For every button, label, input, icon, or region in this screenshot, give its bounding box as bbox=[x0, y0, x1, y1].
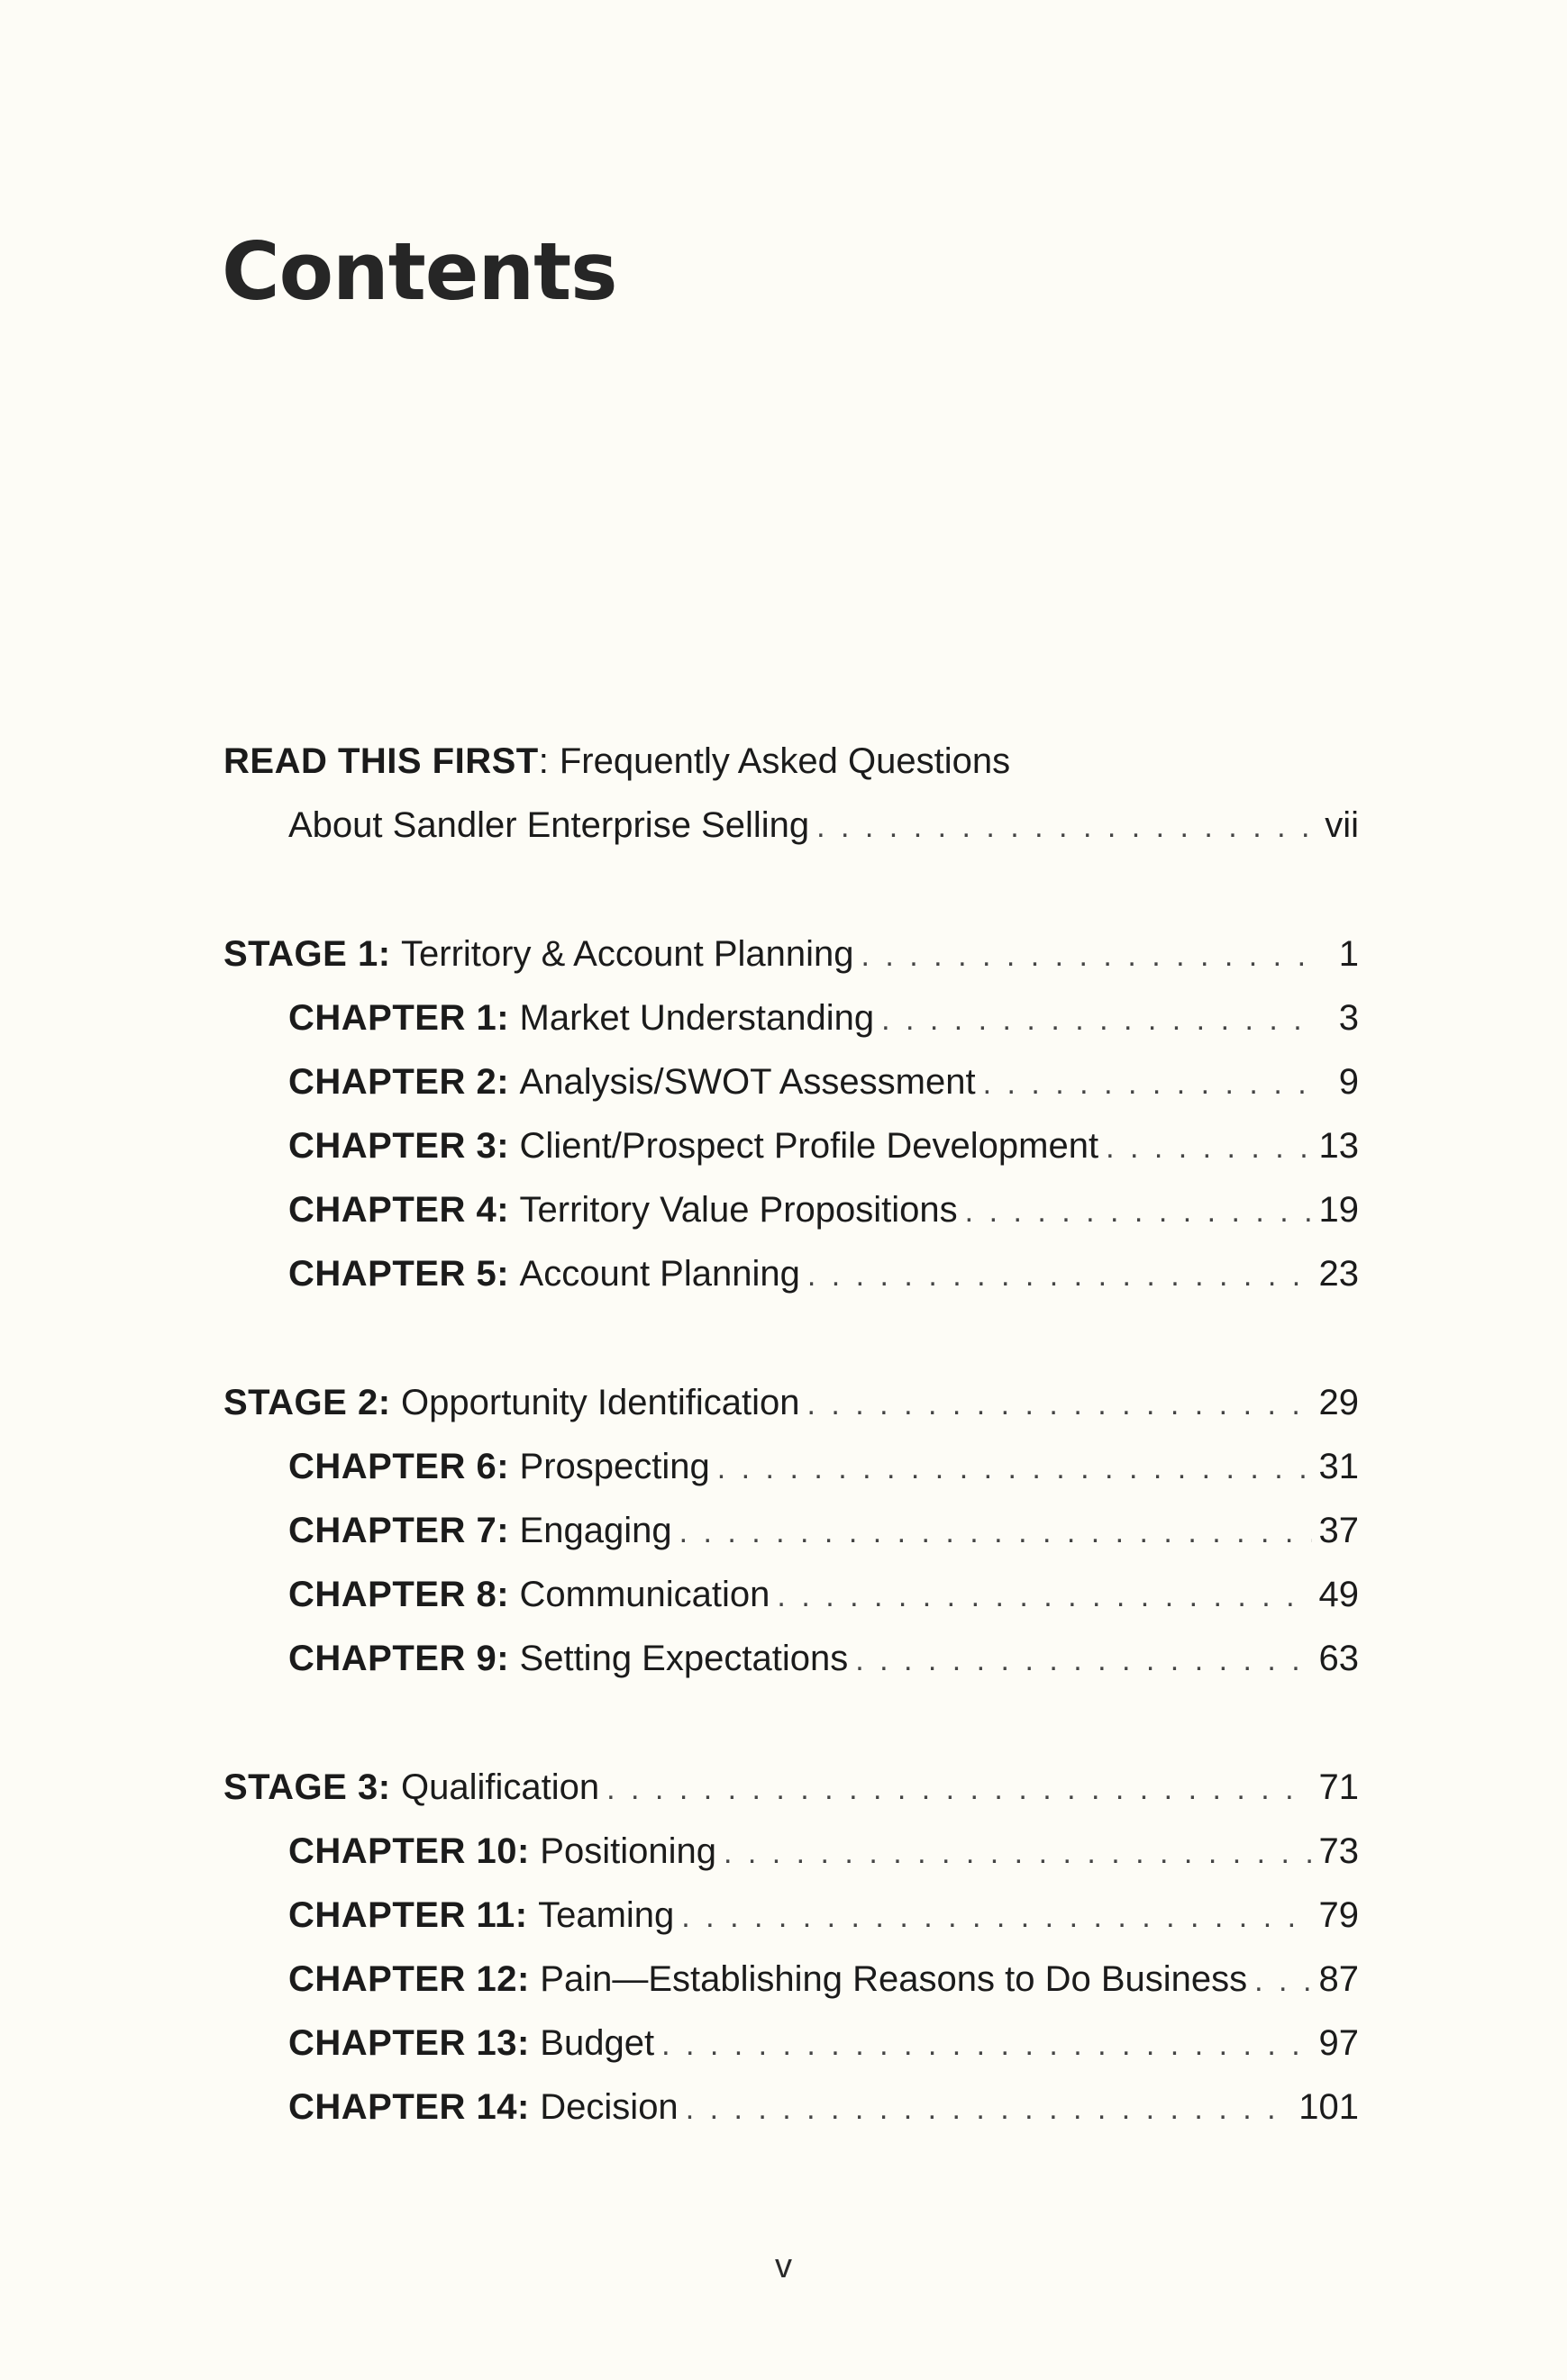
dot-leader bbox=[983, 1052, 1316, 1116]
dot-leader bbox=[807, 1373, 1312, 1437]
toc-entry-intro[interactable] bbox=[223, 730, 1359, 794]
dot-leader bbox=[724, 1821, 1312, 1885]
entry-separator: : bbox=[378, 934, 391, 974]
entry-prefix: CHAPTER 9 bbox=[288, 1639, 497, 1678]
entry-prefix: CHAPTER 4 bbox=[288, 1190, 497, 1230]
dot-leader bbox=[686, 2077, 1292, 2141]
toc-entry-chapter[interactable] bbox=[223, 1050, 1359, 1114]
entry-prefix: STAGE 1 bbox=[223, 934, 378, 974]
dot-leader bbox=[681, 1885, 1311, 1949]
entry-title: Setting Expectations bbox=[519, 1639, 849, 1678]
toc-entry-chapter[interactable] bbox=[223, 1563, 1359, 1627]
entry-prefix: CHAPTER 5 bbox=[288, 1254, 497, 1294]
entry-separator: : bbox=[516, 2087, 530, 2127]
toc-entry-chapter[interactable] bbox=[223, 1948, 1359, 2012]
dot-leader bbox=[606, 1758, 1311, 1821]
toc-entry-intro-continued[interactable] bbox=[223, 794, 1359, 858]
entry-separator: : bbox=[497, 1575, 509, 1614]
entry-page-number: 29 bbox=[1318, 1383, 1359, 1422]
toc-entry-chapter[interactable] bbox=[223, 1820, 1359, 1884]
entry-separator: : bbox=[497, 1447, 509, 1486]
dot-leader bbox=[679, 1501, 1312, 1565]
toc-entry-chapter[interactable] bbox=[223, 1884, 1359, 1948]
dot-leader bbox=[661, 2013, 1311, 2077]
entry-page-number: 87 bbox=[1318, 1959, 1359, 1999]
toc-entry-stage[interactable] bbox=[223, 1756, 1359, 1820]
entry-page-number: 73 bbox=[1318, 1831, 1359, 1871]
toc-entry-chapter[interactable] bbox=[223, 1499, 1359, 1563]
entry-page-number: 23 bbox=[1318, 1254, 1359, 1294]
entry-separator: : bbox=[497, 1126, 509, 1166]
entry-separator: : bbox=[497, 1062, 509, 1102]
entry-page-number: 79 bbox=[1318, 1895, 1359, 1935]
dot-leader bbox=[816, 795, 1316, 859]
dot-leader bbox=[717, 1437, 1312, 1501]
entry-separator: : bbox=[516, 2023, 530, 2063]
entry-title: Budget bbox=[540, 2023, 655, 2063]
entry-prefix: CHAPTER 11 bbox=[288, 1895, 515, 1935]
entry-separator: : bbox=[378, 1383, 391, 1422]
entry-title: Market Understanding bbox=[519, 998, 875, 1038]
entry-title: Opportunity Identification bbox=[401, 1383, 800, 1422]
entry-page-number: 13 bbox=[1318, 1126, 1359, 1166]
entry-title: Engaging bbox=[519, 1511, 672, 1550]
toc-entry-chapter[interactable] bbox=[223, 1435, 1359, 1499]
entry-page-number: 9 bbox=[1338, 1062, 1359, 1102]
entry-title: Client/Prospect Profile Development bbox=[519, 1126, 1099, 1166]
entry-prefix: CHAPTER 2 bbox=[288, 1062, 497, 1102]
dot-leader bbox=[1106, 1116, 1311, 1180]
entry-title: Pain—Establishing Reasons to Do Business bbox=[540, 1959, 1248, 1999]
entry-prefix: CHAPTER 3 bbox=[288, 1126, 497, 1166]
toc-section-stage-3 bbox=[223, 1756, 1359, 2139]
entry-title: Communication bbox=[519, 1575, 770, 1614]
toc-entry-chapter[interactable] bbox=[223, 1114, 1359, 1178]
entry-title: Territory Value Propositions bbox=[519, 1190, 958, 1230]
entry-page-number: 19 bbox=[1318, 1190, 1359, 1230]
entry-prefix: CHAPTER 8 bbox=[288, 1575, 497, 1614]
entry-prefix: CHAPTER 13 bbox=[288, 2023, 517, 2063]
page-folio: v bbox=[775, 2248, 792, 2285]
entry-separator: : bbox=[497, 1254, 509, 1294]
entry-prefix: CHAPTER 12 bbox=[288, 1959, 517, 1999]
entry-separator: : bbox=[497, 1511, 509, 1550]
entry-title: Analysis/SWOT Assessment bbox=[519, 1062, 976, 1102]
entry-separator: : bbox=[497, 1190, 509, 1230]
toc-entry-stage[interactable] bbox=[223, 1371, 1359, 1435]
toc-entry-chapter[interactable] bbox=[223, 1242, 1359, 1306]
entry-page-number: vii bbox=[1325, 805, 1359, 845]
entry-prefix: CHAPTER 1 bbox=[288, 998, 497, 1038]
table-of-contents bbox=[223, 730, 1359, 2204]
entry-page-number: 1 bbox=[1338, 934, 1359, 974]
entry-separator: : bbox=[516, 1959, 530, 1999]
entry-separator: : bbox=[378, 1767, 391, 1807]
toc-entry-chapter[interactable] bbox=[223, 2076, 1359, 2139]
entry-title: Qualification bbox=[401, 1767, 600, 1807]
entry-separator: : bbox=[538, 741, 549, 781]
dot-leader bbox=[881, 988, 1316, 1052]
dot-leader bbox=[807, 1244, 1312, 1308]
toc-entry-chapter[interactable] bbox=[223, 986, 1359, 1050]
entry-title: About Sandler Enterprise Selling bbox=[288, 805, 810, 845]
entry-page-number: 101 bbox=[1298, 2087, 1359, 2127]
entry-prefix: STAGE 2 bbox=[223, 1383, 378, 1422]
entry-page-number: 71 bbox=[1318, 1767, 1359, 1807]
entry-page-number: 97 bbox=[1318, 2023, 1359, 2063]
entry-separator: : bbox=[515, 1895, 528, 1935]
entry-separator: : bbox=[497, 998, 509, 1038]
entry-title: Teaming bbox=[538, 1895, 675, 1935]
toc-section-stage-2 bbox=[223, 1371, 1359, 1691]
dot-leader bbox=[855, 1629, 1311, 1693]
entry-title: Account Planning bbox=[519, 1254, 800, 1294]
entry-title: Positioning bbox=[540, 1831, 716, 1871]
entry-page-number: 37 bbox=[1318, 1511, 1359, 1550]
toc-entry-stage[interactable] bbox=[223, 922, 1359, 986]
toc-section-stage-1 bbox=[223, 922, 1359, 1306]
entry-page-number: 31 bbox=[1318, 1447, 1359, 1486]
toc-entry-chapter[interactable] bbox=[223, 1178, 1359, 1242]
entry-prefix: CHAPTER 6 bbox=[288, 1447, 497, 1486]
entry-prefix: CHAPTER 14 bbox=[288, 2087, 517, 2127]
entry-title: Territory & Account Planning bbox=[401, 934, 854, 974]
toc-entry-chapter[interactable] bbox=[223, 1627, 1359, 1691]
entry-title: Frequently Asked Questions bbox=[559, 741, 1011, 781]
entry-prefix: CHAPTER 10 bbox=[288, 1831, 517, 1871]
entry-prefix: READ THIS FIRST bbox=[223, 741, 539, 781]
entry-page-number: 49 bbox=[1318, 1575, 1359, 1614]
dot-leader bbox=[861, 924, 1316, 988]
entry-page-number: 63 bbox=[1318, 1639, 1359, 1678]
dot-leader bbox=[1254, 1949, 1311, 2013]
entry-prefix: STAGE 3 bbox=[223, 1767, 378, 1807]
entry-separator: : bbox=[516, 1831, 530, 1871]
entry-prefix: CHAPTER 7 bbox=[288, 1511, 497, 1550]
dot-leader bbox=[777, 1565, 1311, 1629]
entry-title: Decision bbox=[540, 2087, 679, 2127]
page-title: Contents bbox=[222, 225, 617, 318]
dot-leader bbox=[965, 1180, 1312, 1244]
entry-page-number: 3 bbox=[1338, 998, 1359, 1038]
toc-section-intro bbox=[223, 730, 1359, 858]
toc-entry-chapter[interactable] bbox=[223, 2012, 1359, 2076]
entry-separator: : bbox=[497, 1639, 509, 1678]
entry-title: Prospecting bbox=[519, 1447, 710, 1486]
